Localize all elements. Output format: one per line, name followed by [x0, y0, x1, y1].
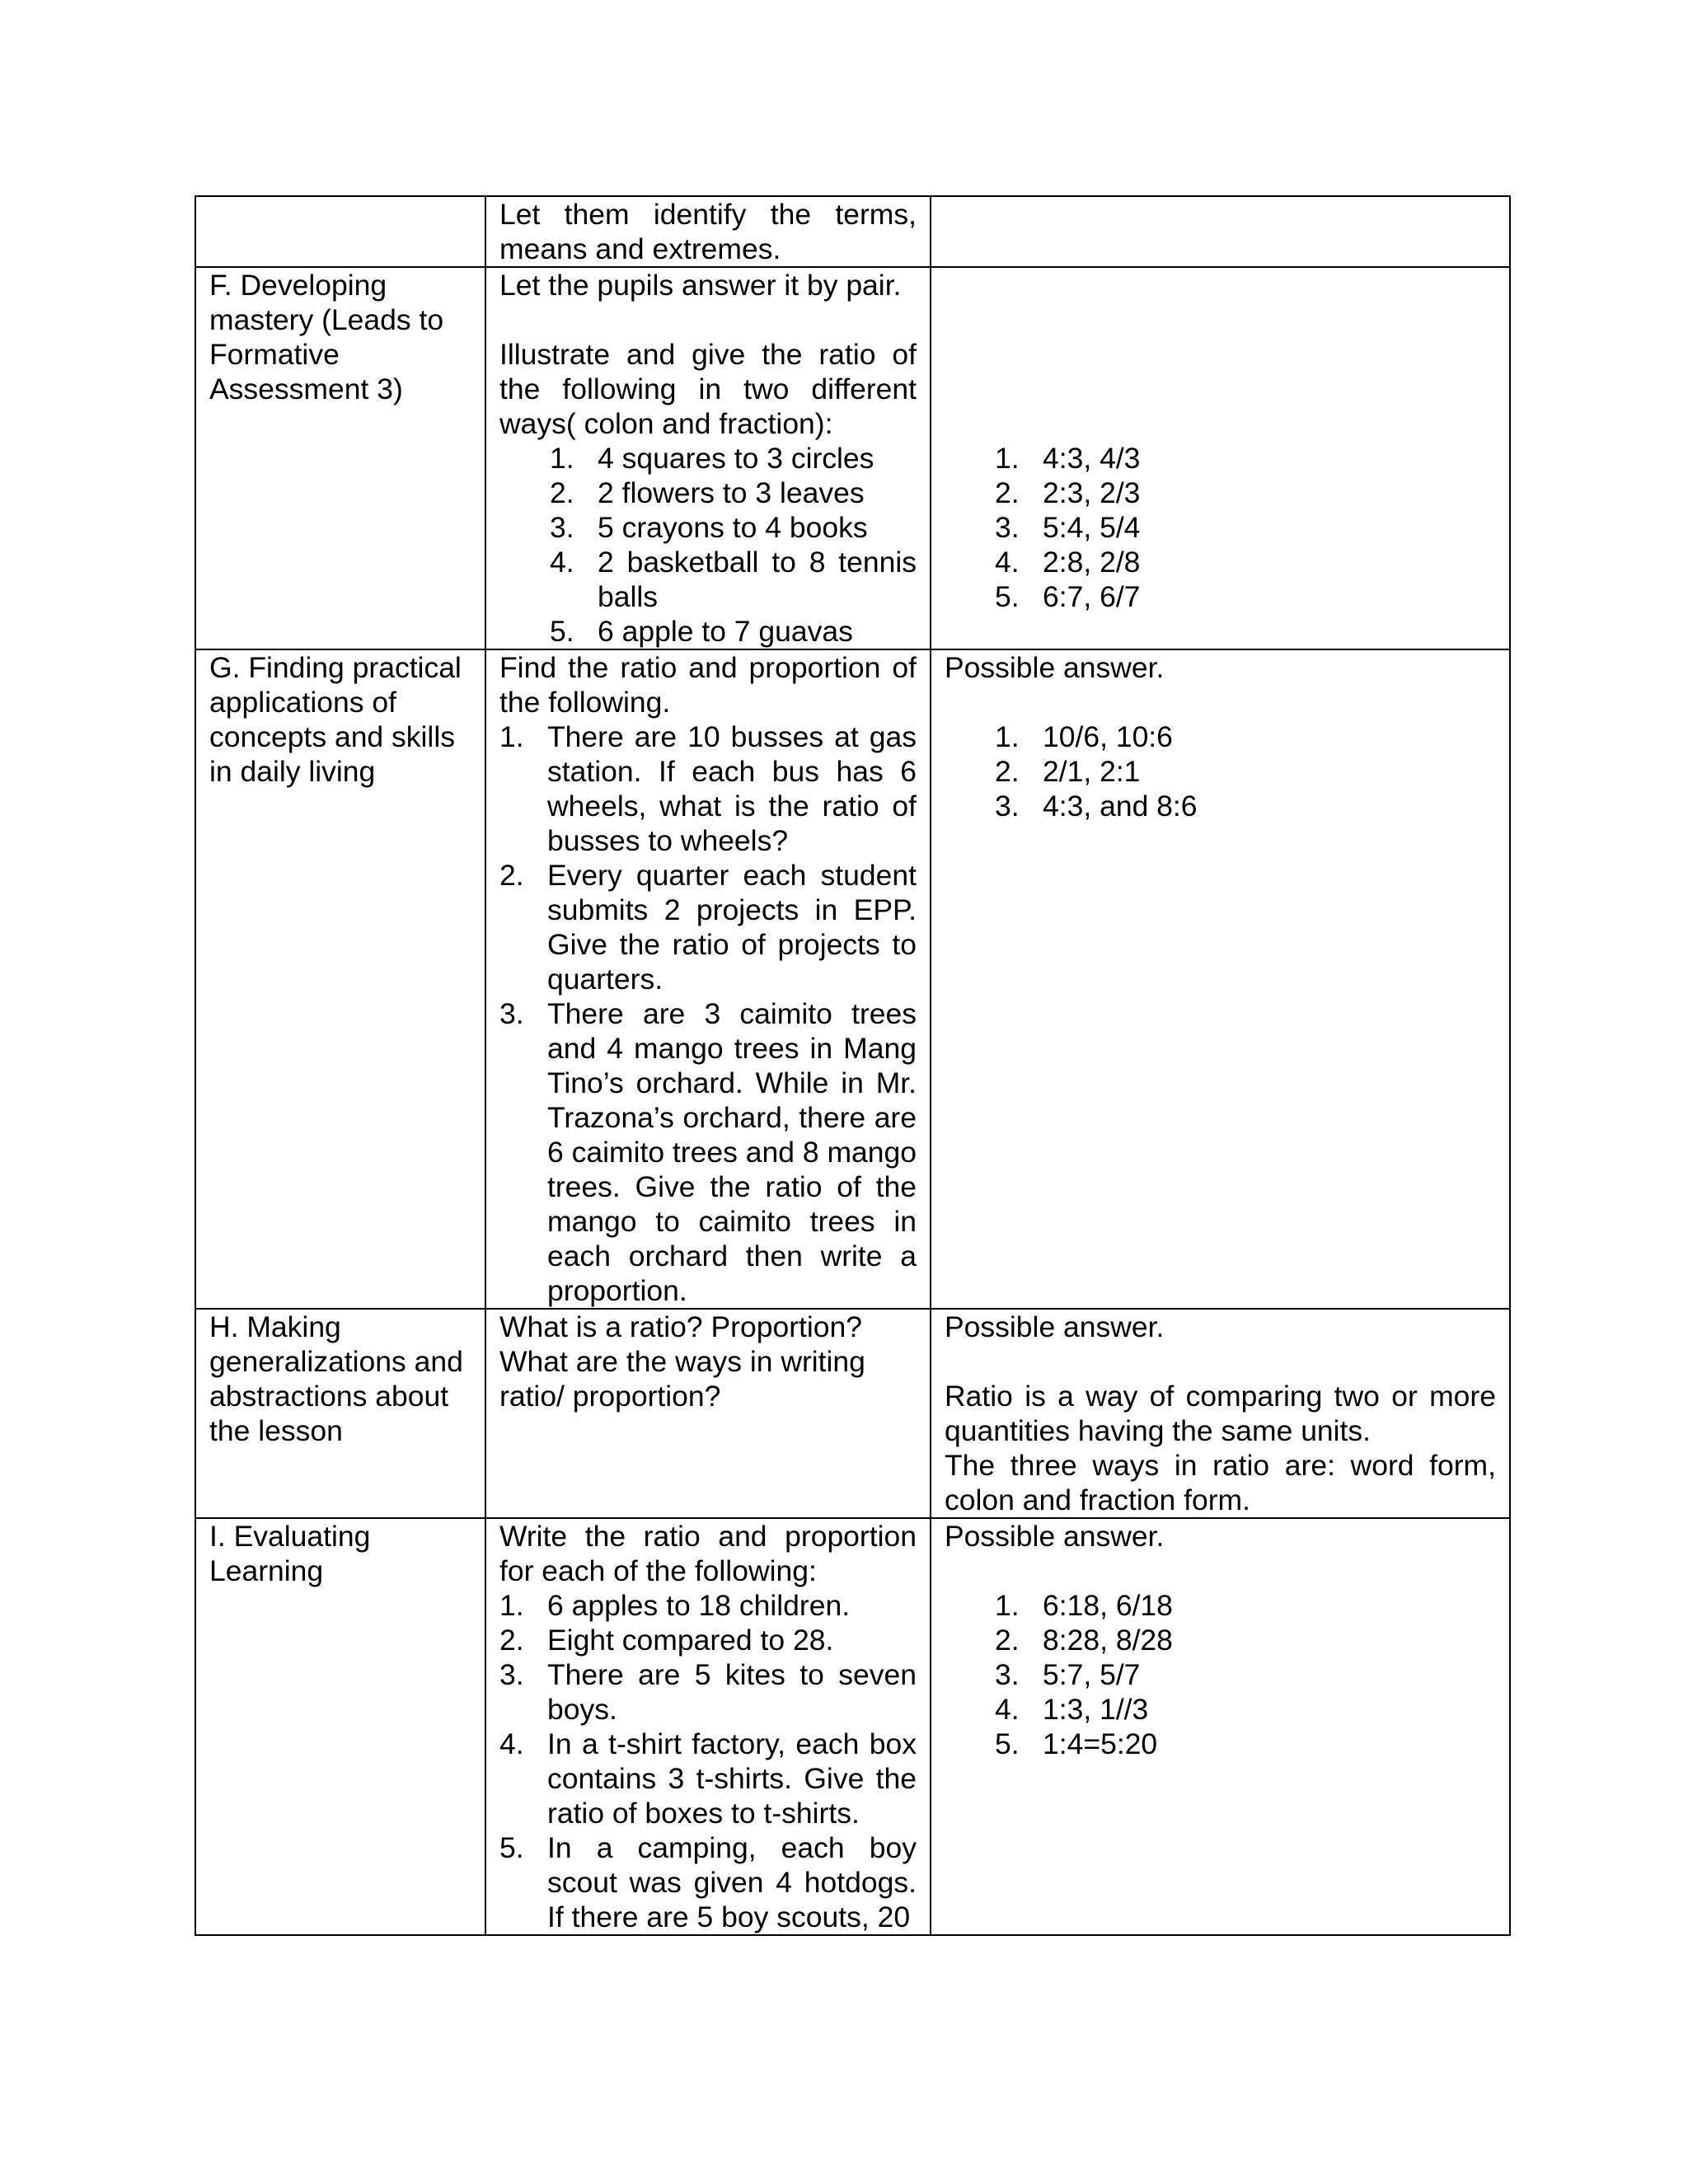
table-row-practical-applications	[195, 649, 1510, 1309]
activity-cell	[485, 1518, 931, 1935]
row-label-cell	[195, 196, 485, 267]
list-item: 3. There are 5 kites to seven boys.	[499, 1658, 917, 1726]
spacer	[945, 1554, 1496, 1588]
row-label: G. Finding practical applications of concepts and skills in daily living	[209, 651, 462, 788]
activity-list	[499, 719, 917, 1308]
answer-cell	[931, 649, 1510, 1309]
answer-list	[995, 719, 1496, 823]
activity-instruction: Illustrate and give the ratio of the following in two different ways( colon and fraction):	[499, 338, 917, 440]
list-item: 3. 4:3, and 8:6	[995, 790, 1198, 823]
answer-cell	[931, 267, 1510, 649]
activity-list	[550, 441, 917, 649]
table-row-continuation	[195, 196, 1510, 267]
lesson-plan-table	[195, 195, 1511, 1936]
list-item: 1. 6 apples to 18 children.	[499, 1589, 851, 1622]
list-item: 4. 1:3, 1//3	[995, 1693, 1149, 1726]
table-row-evaluating-learning	[195, 1518, 1510, 1935]
spacer	[499, 302, 917, 337]
spacer	[945, 685, 1496, 719]
list-item: 3. 5:7, 5/7	[995, 1658, 1141, 1691]
list-item: 4. In a t-shirt factory, each box contains 3 t-shirts. Give the ratio of boxes to t-shirts.	[499, 1727, 917, 1830]
table-row-developing-mastery	[195, 267, 1510, 649]
answer-intro: Possible answer.	[945, 1310, 1165, 1343]
list-item: 1. 6:18, 6/18	[995, 1589, 1173, 1622]
list-item: 3. 5:4, 5/4	[995, 511, 1141, 544]
list-item: 2. 2/1, 2:1	[995, 755, 1141, 788]
row-label: F. Developing mastery (Leads to Formative Assessment 3)	[209, 269, 444, 405]
answer-list	[995, 441, 1496, 614]
list-item: 5. 6 apple to 7 guavas	[550, 615, 853, 648]
activity-text: What are the ways in writing ratio/ proportion?	[499, 1345, 865, 1413]
spacer	[945, 1344, 1496, 1379]
list-item: 2. 2 flowers to 3 leaves	[550, 476, 865, 509]
activity-cell	[485, 267, 931, 649]
answer-intro: Possible answer.	[945, 651, 1165, 684]
answer-cell	[931, 196, 1510, 267]
list-item: 4. 2 basketball to 8 tennis balls	[550, 546, 917, 613]
answer-intro: Possible answer.	[945, 1520, 1165, 1553]
row-label-cell	[195, 1518, 485, 1935]
activity-cell	[485, 649, 931, 1309]
row-label: H. Making generalizations and abstractions about the lesson	[209, 1310, 463, 1447]
list-item: 2. Every quarter each student submits 2 projects in EPP. Give the ratio of projects to quarters.	[499, 859, 917, 996]
answer-text: Ratio is a way of comparing two or more quantities having the same units.	[945, 1380, 1496, 1447]
list-item: 3. There are 3 caimito trees and 4 mango trees in Mang Tino’s orchard. While in Mr. Trazona’s orchard, there are 6 caimito trees and 8 mango trees. Give the ratio of the mango to caimito trees in each orchard then write a proportion.	[499, 997, 917, 1307]
list-item: 1. There are 10 busses at gas station. If each bus has 6 wheels, what is the ratio of busses to wheels?	[499, 720, 917, 857]
activity-intro: Let the pupils answer it by pair.	[499, 269, 902, 302]
row-label-cell	[195, 267, 485, 649]
answer-list	[995, 1588, 1496, 1761]
activity-intro: Find the ratio and proportion of the following.	[499, 651, 917, 719]
row-label-cell	[195, 1309, 485, 1518]
answer-text: The three ways in ratio are: word form, colon and fraction form.	[945, 1449, 1496, 1516]
spacer	[945, 268, 1496, 441]
list-item: 5. In a camping, each boy scout was given 4 hotdogs. If there are 5 boy scouts, 20	[499, 1831, 917, 1933]
activity-list	[499, 1588, 917, 1934]
list-item: 1. 4 squares to 3 circles	[550, 442, 874, 475]
activity-text: Let them identify the terms, means and extremes.	[499, 198, 917, 265]
list-item: 2. 8:28, 8/28	[995, 1624, 1173, 1657]
activity-text: What is a ratio? Proportion?	[499, 1310, 863, 1343]
activity-cell	[485, 196, 931, 267]
list-item: 1. 4:3, 4/3	[995, 442, 1141, 475]
list-item: 2. Eight compared to 28.	[499, 1624, 834, 1657]
list-item: 1. 10/6, 10:6	[995, 720, 1173, 753]
row-label-cell	[195, 649, 485, 1309]
row-label: I. Evaluating Learning	[209, 1520, 371, 1587]
list-item: 3. 5 crayons to 4 books	[550, 511, 868, 544]
list-item: 5. 6:7, 6/7	[995, 580, 1141, 613]
list-item: 4. 2:8, 2/8	[995, 546, 1141, 579]
table-row-generalizations	[195, 1309, 1510, 1518]
activity-cell	[485, 1309, 931, 1518]
answer-cell	[931, 1518, 1510, 1935]
list-item: 5. 1:4=5:20	[995, 1727, 1158, 1760]
list-item: 2. 2:3, 2/3	[995, 476, 1141, 509]
activity-intro: Write the ratio and proportion for each of the following:	[499, 1520, 917, 1587]
answer-cell	[931, 1309, 1510, 1518]
